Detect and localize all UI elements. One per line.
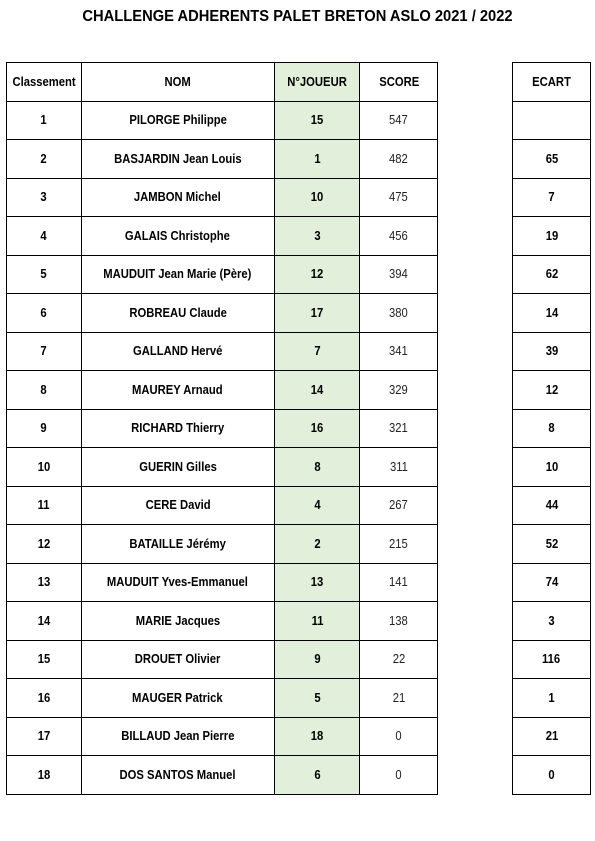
rank-cell: 5 xyxy=(7,255,82,294)
ecart-cell: 10 xyxy=(513,448,591,487)
ecart-row xyxy=(513,332,591,371)
ecart-cell: 0 xyxy=(513,756,591,795)
ecart-cell: 7 xyxy=(513,178,591,217)
rank-cell: 10 xyxy=(7,448,82,487)
score-cell: 394 xyxy=(360,255,438,294)
table-row xyxy=(7,255,438,294)
player-name-cell: MAUDUIT Yves-Emmanuel xyxy=(81,563,274,602)
ecart-header-row xyxy=(513,63,591,102)
ranking-table xyxy=(6,62,438,795)
player-number-cell: 3 xyxy=(274,217,360,256)
player-name-cell: GUERIN Gilles xyxy=(81,448,274,487)
ecart-cell: 52 xyxy=(513,525,591,564)
player-name-cell: BILLAUD Jean Pierre xyxy=(81,717,274,756)
player-number-cell: 14 xyxy=(274,371,360,410)
score-cell: 141 xyxy=(360,563,438,602)
header-num: N°JOUEUR xyxy=(274,63,360,102)
ecart-cell: 14 xyxy=(513,294,591,333)
score-cell: 0 xyxy=(360,717,438,756)
ecart-cell: 3 xyxy=(513,602,591,641)
ecart-cell: 19 xyxy=(513,217,591,256)
ecart-cell: 12 xyxy=(513,371,591,410)
rank-cell: 2 xyxy=(7,140,82,179)
ecart-row xyxy=(513,602,591,641)
ecart-row xyxy=(513,217,591,256)
player-number-cell: 10 xyxy=(274,178,360,217)
player-name-cell: JAMBON Michel xyxy=(81,178,274,217)
player-name-cell: BATAILLE Jérémy xyxy=(81,525,274,564)
score-cell: 547 xyxy=(360,101,438,140)
table-row xyxy=(7,756,438,795)
ecart-row xyxy=(513,448,591,487)
ecart-row xyxy=(513,409,591,448)
table-row xyxy=(7,178,438,217)
table-row xyxy=(7,486,438,525)
header-nom: NOM xyxy=(81,63,274,102)
player-name-cell: GALAIS Christophe xyxy=(81,217,274,256)
rank-cell: 12 xyxy=(7,525,82,564)
rank-cell: 7 xyxy=(7,332,82,371)
rank-cell: 9 xyxy=(7,409,82,448)
rank-cell: 8 xyxy=(7,371,82,410)
score-cell: 267 xyxy=(360,486,438,525)
player-number-cell: 5 xyxy=(274,679,360,718)
table-row xyxy=(7,294,438,333)
score-cell: 311 xyxy=(360,448,438,487)
ecart-row xyxy=(513,255,591,294)
table-row xyxy=(7,371,438,410)
rank-cell: 16 xyxy=(7,679,82,718)
player-name-cell: DROUET Olivier xyxy=(81,640,274,679)
player-number-cell: 17 xyxy=(274,294,360,333)
player-number-cell: 18 xyxy=(274,717,360,756)
ecart-cell: 116 xyxy=(513,640,591,679)
ecart-row xyxy=(513,756,591,795)
player-name-cell: MAUDUIT Jean Marie (Père) xyxy=(81,255,274,294)
ecart-cell: 39 xyxy=(513,332,591,371)
score-cell: 138 xyxy=(360,602,438,641)
ecart-cell: 8 xyxy=(513,409,591,448)
player-name-cell: BASJARDIN Jean Louis xyxy=(81,140,274,179)
table-row xyxy=(7,101,438,140)
ecart-row xyxy=(513,140,591,179)
table-row xyxy=(7,563,438,602)
player-number-cell: 6 xyxy=(274,756,360,795)
player-number-cell: 7 xyxy=(274,332,360,371)
table-row xyxy=(7,448,438,487)
player-name-cell: CERE David xyxy=(81,486,274,525)
score-cell: 475 xyxy=(360,178,438,217)
player-number-cell: 13 xyxy=(274,563,360,602)
score-cell: 0 xyxy=(360,756,438,795)
ranking-body xyxy=(7,101,438,794)
score-cell: 380 xyxy=(360,294,438,333)
player-name-cell: DOS SANTOS Manuel xyxy=(81,756,274,795)
table-row xyxy=(7,717,438,756)
ecart-cell: 1 xyxy=(513,679,591,718)
ecart-cell: 65 xyxy=(513,140,591,179)
rank-cell: 17 xyxy=(7,717,82,756)
header-ecart: ECART xyxy=(513,63,591,102)
ecart-row xyxy=(513,563,591,602)
table-row xyxy=(7,525,438,564)
score-cell: 341 xyxy=(360,332,438,371)
score-cell: 329 xyxy=(360,371,438,410)
player-number-cell: 1 xyxy=(274,140,360,179)
header-row xyxy=(7,63,438,102)
player-name-cell: MAUGER Patrick xyxy=(81,679,274,718)
ecart-row xyxy=(513,640,591,679)
score-cell: 482 xyxy=(360,140,438,179)
rank-cell: 18 xyxy=(7,756,82,795)
table-row xyxy=(7,140,438,179)
player-name-cell: GALLAND Hervé xyxy=(81,332,274,371)
player-number-cell: 16 xyxy=(274,409,360,448)
score-cell: 22 xyxy=(360,640,438,679)
ecart-cell: 21 xyxy=(513,717,591,756)
ecart-row xyxy=(513,717,591,756)
ecart-row xyxy=(513,525,591,564)
header-score: SCORE xyxy=(360,63,438,102)
player-number-cell: 11 xyxy=(274,602,360,641)
table-row xyxy=(7,679,438,718)
ecart-cell: 74 xyxy=(513,563,591,602)
ecart-cell: 44 xyxy=(513,486,591,525)
table-row xyxy=(7,409,438,448)
player-number-cell: 4 xyxy=(274,486,360,525)
player-name-cell: RICHARD Thierry xyxy=(81,409,274,448)
table-row xyxy=(7,640,438,679)
player-number-cell: 12 xyxy=(274,255,360,294)
player-number-cell: 15 xyxy=(274,101,360,140)
rank-cell: 1 xyxy=(7,101,82,140)
table-row xyxy=(7,332,438,371)
table-row xyxy=(7,602,438,641)
ecart-row xyxy=(513,178,591,217)
player-name-cell: PILORGE Philippe xyxy=(81,101,274,140)
ecart-row xyxy=(513,679,591,718)
player-number-cell: 8 xyxy=(274,448,360,487)
rank-cell: 13 xyxy=(7,563,82,602)
rank-cell: 15 xyxy=(7,640,82,679)
ecart-row xyxy=(513,294,591,333)
table-row xyxy=(7,217,438,256)
player-name-cell: MARIE Jacques xyxy=(81,602,274,641)
page-title: CHALLENGE ADHERENTS PALET BRETON ASLO 2021 / 2022 xyxy=(82,8,513,25)
header-rank: Classement xyxy=(7,63,82,102)
score-cell: 456 xyxy=(360,217,438,256)
ecart-row xyxy=(513,486,591,525)
rank-cell: 6 xyxy=(7,294,82,333)
rank-cell: 14 xyxy=(7,602,82,641)
score-cell: 21 xyxy=(360,679,438,718)
player-name-cell: MAUREY Arnaud xyxy=(81,371,274,410)
ecart-cell: 62 xyxy=(513,255,591,294)
rank-cell: 11 xyxy=(7,486,82,525)
ecart-row xyxy=(513,371,591,410)
ecart-body xyxy=(513,101,591,794)
player-name-cell: ROBREAU Claude xyxy=(81,294,274,333)
ecart-cell xyxy=(513,101,591,140)
rank-cell: 3 xyxy=(7,178,82,217)
player-number-cell: 9 xyxy=(274,640,360,679)
score-cell: 321 xyxy=(360,409,438,448)
ecart-table xyxy=(512,62,591,795)
player-number-cell: 2 xyxy=(274,525,360,564)
ecart-row xyxy=(513,101,591,140)
rank-cell: 4 xyxy=(7,217,82,256)
score-cell: 215 xyxy=(360,525,438,564)
